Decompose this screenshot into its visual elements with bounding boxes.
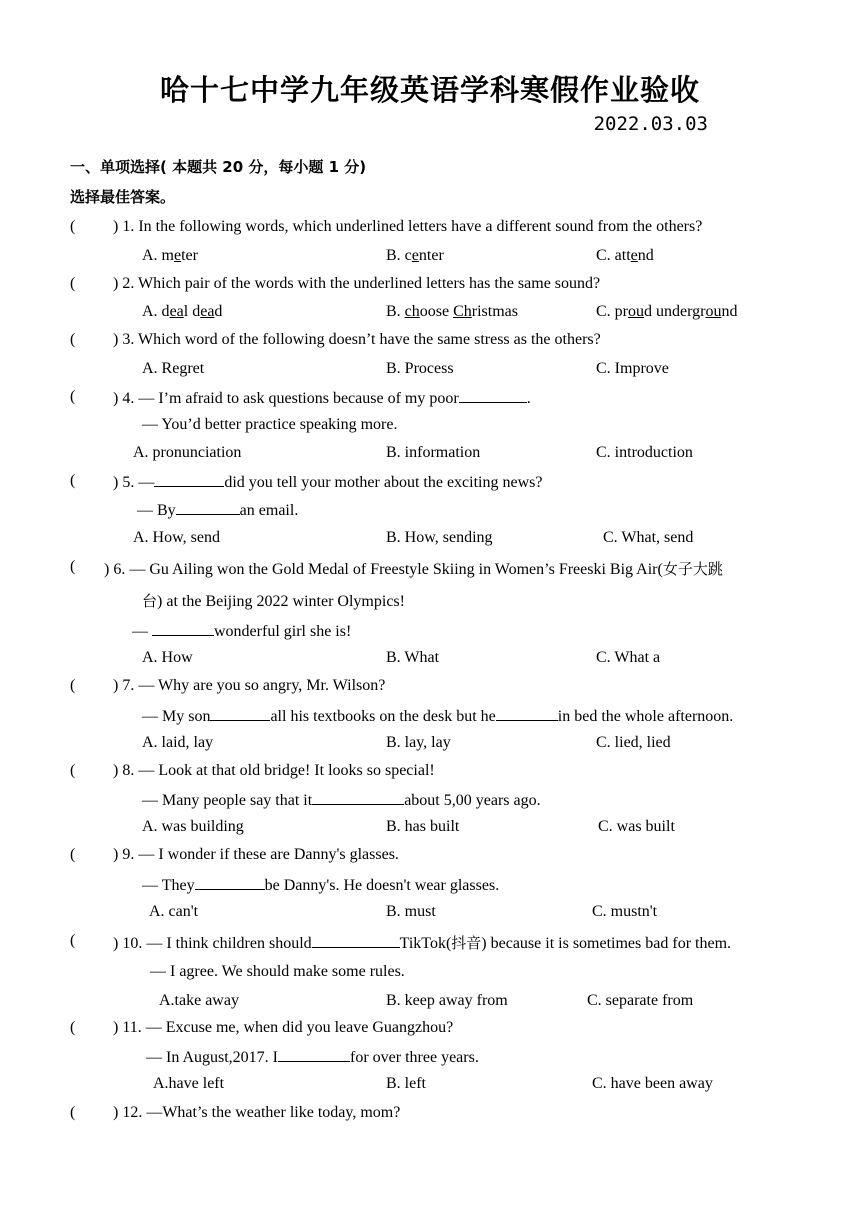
- q7-option-b[interactable]: B. lay, lay: [386, 734, 451, 751]
- answer-paren-q3[interactable]: (: [70, 331, 76, 348]
- blank: [154, 472, 224, 487]
- question-5: ) 5. — did you tell your mother about the exciting news?: [113, 474, 543, 491]
- page-title: 哈十七中学九年级英语学科寒假作业验收: [159, 73, 700, 107]
- q6-option-b[interactable]: B. What: [386, 649, 440, 666]
- question-9-reply: — They be Danny's. He doesn't wear glasses.: [142, 877, 500, 894]
- question-8: ) 8. — Look at that old bridge! It looks so special!: [113, 762, 435, 779]
- question-2: ) 2. Which pair of the words with the underlined letters has the same sound?: [113, 275, 601, 292]
- q1-option-b[interactable]: B. center: [386, 247, 444, 264]
- q6-option-a[interactable]: A. How: [142, 649, 193, 666]
- question-7: ) 7. — Why are you so angry, Mr. Wilson?: [113, 677, 386, 694]
- question-10-reply: — I agree. We should make some rules.: [150, 963, 405, 980]
- question-3: ) 3. Which word of the following doesn’t have the same stress as the others?: [113, 331, 601, 348]
- q8-option-b[interactable]: B. has built: [386, 818, 460, 835]
- blank: [152, 621, 214, 636]
- q10-option-a[interactable]: A.take away: [159, 992, 239, 1009]
- answer-paren-q8[interactable]: (: [70, 762, 76, 779]
- answer-paren-q6[interactable]: (: [70, 558, 76, 575]
- exam-date: 2022.03.03: [593, 113, 708, 135]
- q5-option-b[interactable]: B. How, sending: [386, 529, 493, 546]
- question-12: ) 12. —What’s the weather like today, mom?: [113, 1104, 401, 1121]
- q8-option-c[interactable]: C. was built: [598, 818, 675, 835]
- q4-option-a[interactable]: A. pronunciation: [133, 444, 242, 461]
- answer-paren-q12[interactable]: (: [70, 1104, 76, 1121]
- blank: [312, 790, 404, 805]
- q2-option-c[interactable]: C. proud underground: [596, 303, 738, 320]
- answer-paren-q7[interactable]: (: [70, 677, 76, 694]
- answer-paren-q2[interactable]: (: [70, 275, 76, 292]
- q3-option-b[interactable]: B. Process: [386, 360, 454, 377]
- q1-option-c[interactable]: C. attend: [596, 247, 654, 264]
- question-6-reply: — wonderful girl she is!: [132, 623, 352, 640]
- answer-paren-q9[interactable]: (: [70, 846, 76, 863]
- question-7-reply: — My son all his textbooks on the desk but he in bed the whole afternoon.: [142, 708, 734, 725]
- blank: [210, 706, 270, 721]
- question-10: ) 10. — I think children should TikTok(抖音) because it is sometimes bad for them.: [113, 934, 732, 952]
- q4-option-c[interactable]: C. introduction: [596, 444, 693, 461]
- answer-paren-q5[interactable]: (: [70, 472, 76, 489]
- question-4-reply: — You’d better practice speaking more.: [142, 416, 398, 433]
- q9-option-c[interactable]: C. mustn't: [592, 903, 658, 920]
- blank: [312, 933, 400, 948]
- question-11-reply: — In August,2017. I for over three years.: [146, 1049, 479, 1066]
- q9-option-a[interactable]: A. can't: [149, 903, 199, 920]
- question-11: ) 11. — Excuse me, when did you leave Guangzhou?: [113, 1019, 454, 1036]
- answer-paren-q11[interactable]: (: [70, 1019, 76, 1036]
- blank: [496, 706, 558, 721]
- question-4: ) 4. — I’m afraid to ask questions because of my poor .: [113, 390, 531, 407]
- q2-option-b[interactable]: B. choose Christmas: [386, 303, 518, 320]
- question-9: ) 9. — I wonder if these are Danny's glasses.: [113, 846, 399, 863]
- q5-option-c[interactable]: C. What, send: [603, 529, 694, 546]
- q11-option-b[interactable]: B. left: [386, 1075, 426, 1092]
- q1-option-a[interactable]: A. meter: [142, 247, 198, 264]
- q3-option-a[interactable]: A. Regret: [142, 360, 205, 377]
- question-6: ) 6. — Gu Ailing won the Gold Medal of Freestyle Skiing in Women’s Freeski Big Air(女子大跳: [104, 560, 723, 578]
- blank: [195, 875, 265, 890]
- section-heading: 一、单项选择( 本题共 20 分，每小题 1 分): [70, 158, 367, 176]
- section-instruction: 选择最佳答案。: [70, 188, 176, 206]
- blank: [459, 388, 527, 403]
- q7-option-a[interactable]: A. laid, lay: [142, 734, 214, 751]
- q10-option-b[interactable]: B. keep away from: [386, 992, 508, 1009]
- answer-paren-q10[interactable]: (: [70, 932, 76, 949]
- question-8-reply: — Many people say that it about 5,00 years ago.: [142, 792, 541, 809]
- q11-option-c[interactable]: C. have been away: [592, 1075, 713, 1092]
- q5-option-a[interactable]: A. How, send: [133, 529, 220, 546]
- q8-option-a[interactable]: A. was building: [142, 818, 244, 835]
- q4-option-b[interactable]: B. information: [386, 444, 481, 461]
- blank: [278, 1047, 350, 1062]
- answer-paren-q1[interactable]: (: [70, 218, 76, 235]
- blank: [176, 500, 240, 515]
- q6-option-c[interactable]: C. What a: [596, 649, 661, 666]
- q2-option-a[interactable]: A. deal dead: [142, 303, 223, 320]
- question-6-line2: 台) at the Beijing 2022 winter Olympics!: [142, 592, 405, 610]
- q11-option-a[interactable]: A.have left: [153, 1075, 225, 1092]
- answer-paren-q4[interactable]: (: [70, 388, 76, 405]
- q10-option-c[interactable]: C. separate from: [587, 992, 694, 1009]
- q9-option-b[interactable]: B. must: [386, 903, 436, 920]
- q7-option-c[interactable]: C. lied, lied: [596, 734, 671, 751]
- question-5-reply: — By an email.: [137, 502, 299, 519]
- q3-option-c[interactable]: C. Improve: [596, 360, 669, 377]
- question-1: ) 1. In the following words, which underlined letters have a different sound from the others?: [113, 218, 703, 235]
